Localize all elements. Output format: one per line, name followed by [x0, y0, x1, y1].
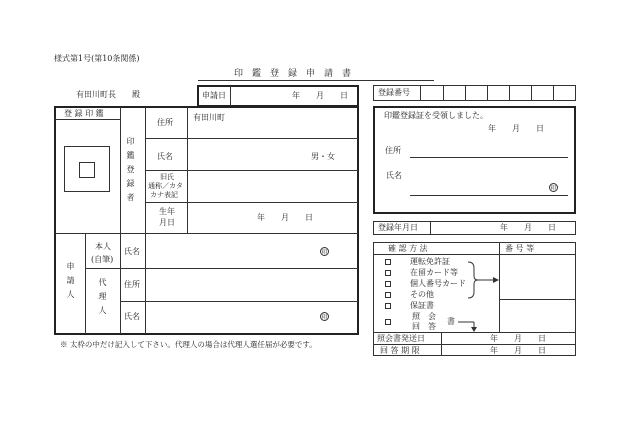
- form-number: 様式第1号(第10条関係): [54, 54, 140, 63]
- receipt-date-field[interactable]: 年 月 日: [488, 124, 544, 133]
- reply-deadline-field[interactable]: 年 月 日: [490, 346, 546, 355]
- gender-field[interactable]: 男・女: [311, 152, 335, 161]
- receipt-seal-mark: 印: [550, 185, 557, 192]
- self-seal-mark: 印: [321, 249, 328, 256]
- method-label-1: 運転免許証: [410, 257, 450, 266]
- agent-seal-mark: 印: [321, 314, 328, 321]
- method-label-5: 保証書: [410, 301, 434, 310]
- inquiry-sent-field[interactable]: 年 月 日: [490, 334, 546, 343]
- receipt-text: 印鑑登録証を受領しました。: [384, 111, 488, 120]
- divider: [441, 333, 442, 355]
- method-label-4: その他: [410, 290, 434, 299]
- reply-deadline-label: 回 答 期 限: [380, 346, 420, 355]
- address-field[interactable]: 有田川町: [193, 113, 225, 122]
- verification-label: 確 認 方 法: [388, 244, 428, 253]
- address-label: 住所: [157, 118, 173, 127]
- divider: [374, 344, 575, 345]
- self-label-2: (自筆): [91, 255, 114, 264]
- addressee: 有田川町長 殿: [76, 90, 140, 99]
- seal-area-label: 登 録 印 鑑: [64, 109, 104, 118]
- number-label: 番 号 等: [505, 244, 535, 253]
- registration-date-field[interactable]: 年 月 日: [500, 223, 556, 232]
- applicant-label: 申請人: [66, 262, 75, 304]
- agent-label: 代理人: [98, 278, 107, 320]
- self-name-label: 氏名: [124, 247, 140, 256]
- registration-date-label: 登録年月日: [378, 223, 418, 232]
- method-label-2: 在留カード等: [410, 268, 458, 277]
- self-label-1: 本人: [95, 242, 111, 251]
- former-name-label-2: 通称／カタ: [148, 182, 183, 190]
- receipt-name-label: 氏名: [386, 171, 402, 180]
- method-label-3: 個人番号カード: [410, 279, 466, 288]
- birth-label-2: 月日: [159, 218, 175, 227]
- inquiry-sent-label: 照会書発送日: [377, 334, 425, 343]
- agent-name-label: 氏名: [124, 312, 140, 321]
- receipt-address-label: 住所: [385, 146, 401, 155]
- form-title: 印 鑑 登 録 申 請 書: [234, 69, 352, 79]
- application-date-label: 申請日: [202, 91, 226, 100]
- inquiry-label-2: 回 答: [412, 322, 436, 331]
- application-date-field[interactable]: 年 月 日: [292, 91, 348, 100]
- agent-address-label: 住所: [124, 280, 140, 289]
- footnote: ※ 太枠の中だけ記入して下さい。代理人の場合は代理人選任届が必要です。: [60, 340, 317, 349]
- registrant-label: 印鑑登録者: [126, 137, 135, 207]
- birth-date-field[interactable]: 年 月 日: [257, 213, 313, 222]
- inquiry-label-1: 照 会: [412, 312, 436, 321]
- registration-number-label: 登録番号: [378, 88, 410, 97]
- former-name-label-3: カナ表記: [150, 191, 178, 199]
- inquiry-suffix: 書: [447, 317, 455, 326]
- former-name-label-1: 旧氏: [160, 173, 174, 181]
- name-label: 氏名: [157, 152, 173, 161]
- birth-label-1: 生年: [159, 207, 175, 216]
